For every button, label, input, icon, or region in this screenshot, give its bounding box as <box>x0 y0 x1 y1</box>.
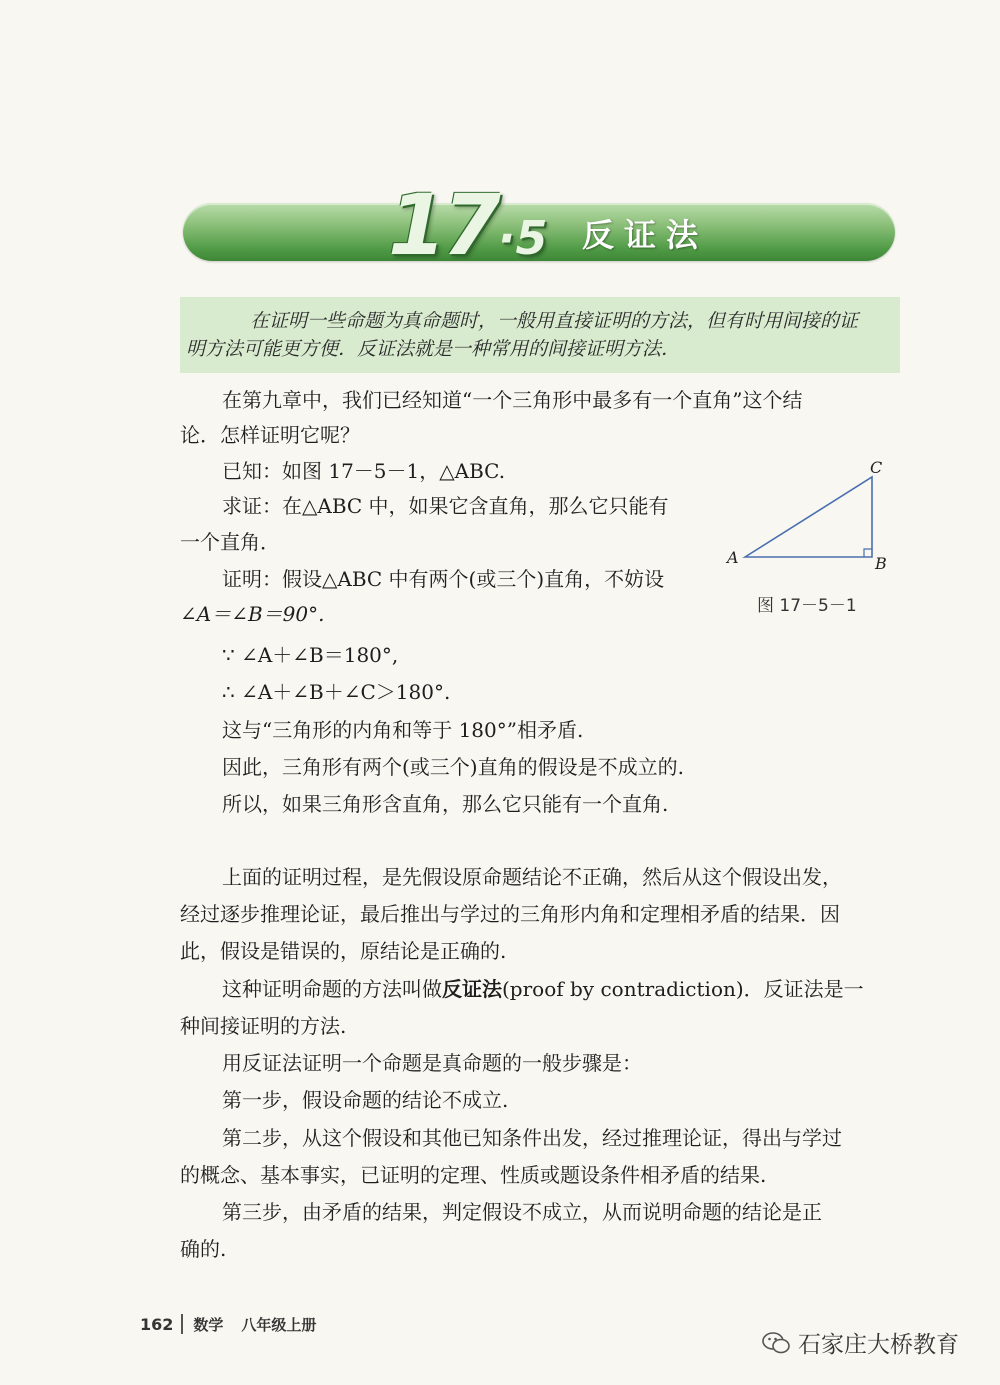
right-angle-mark <box>864 549 872 557</box>
body-line: 经过逐步推理论证，最后推出与学过的三角形内角和定理相矛盾的结果．因 <box>180 902 840 926</box>
body-line: 一个直角． <box>180 530 280 554</box>
body-line: 所以，如果三角形含直角，那么它只能有一个直角. <box>222 792 669 816</box>
body-line: 上面的证明过程，是先假设原命题结论不正确，然后从这个假设出发， <box>222 865 842 889</box>
intro-text: 在证明一些命题为真命题时，一般用直接证明的方法，但有时用间接的证明方法可能更方便．反证法就是一种常用的间接证明方法． <box>186 310 859 360</box>
step-two-cont: 的概念、基本事实，已证明的定理、性质或题设条件相矛盾的结果. <box>180 1163 767 1187</box>
footer-divider <box>181 1314 183 1334</box>
figure-caption: 图 17－5－1 <box>757 596 857 616</box>
step-one: 第一步，假设命题的结论不成立. <box>222 1088 509 1112</box>
body-line: 已知：如图 17－5－1，△ABC. <box>222 459 506 483</box>
vertex-a-label: A <box>727 548 739 567</box>
body-line: 因此，三角形有两个(或三个)直角的假设是不成立的. <box>222 755 684 779</box>
body-line: 论．怎样证明它呢？ <box>180 423 360 447</box>
body-line: 求证：在△ABC 中，如果它含直角，那么它只能有 <box>222 494 669 518</box>
footer-subject: 数学 <box>193 1316 224 1334</box>
vertex-b-label: B <box>875 554 887 573</box>
step-three-cont: 确的. <box>180 1237 227 1261</box>
section-subnumber: ·5 <box>498 211 548 265</box>
vertex-c-label: C <box>870 458 883 477</box>
body-line: 此，假设是错误的，原结论是正确的. <box>180 939 507 963</box>
step-two: 第二步，从这个假设和其他已知条件出发，经过推理论证，得出与学过 <box>222 1126 842 1150</box>
page-number: 162 <box>140 1315 174 1334</box>
body-line: 这与“三角形的内角和等于 180°”相矛盾. <box>222 718 584 742</box>
because-line: ∵ ∠A＋∠B＝180°, <box>222 643 399 667</box>
step-three: 第三步，由矛盾的结果，判定假设不成立，从而说明命题的结论是正 <box>222 1200 822 1224</box>
body-line: ∠A＝∠B＝90°. <box>180 602 325 626</box>
intro-box <box>180 297 900 373</box>
body-line: 证明：假设△ABC 中有两个(或三个)直角，不妨设 <box>222 567 665 591</box>
footer-grade: 八年级上册 <box>241 1316 317 1334</box>
section-title: 反证法 <box>582 216 709 254</box>
triangle-figure <box>725 455 895 585</box>
body-line: 用反证法证明一个命题是真命题的一般步骤是： <box>222 1051 642 1075</box>
triangle-abc <box>745 477 872 557</box>
page-footer <box>140 1314 316 1335</box>
therefore-line: ∴ ∠A＋∠B＋∠C＞180°. <box>222 680 451 704</box>
watermark <box>762 1326 959 1359</box>
watermark-text: 石家庄大桥教育 <box>798 1332 959 1358</box>
body-line: 在第九章中，我们已经知道“一个三角形中最多有一个直角”这个结 <box>222 388 803 412</box>
definition-english: (proof by contradiction)．反证法是一 <box>502 977 864 1001</box>
body-line: 种间接证明的方法. <box>180 1014 347 1038</box>
wechat-icon <box>762 1331 790 1355</box>
definition-line <box>222 974 864 1004</box>
term-bold: 反证法 <box>442 977 502 1001</box>
section-number: 17 <box>388 176 497 274</box>
definition-prefix: 这种证明命题的方法叫做 <box>222 977 442 1001</box>
